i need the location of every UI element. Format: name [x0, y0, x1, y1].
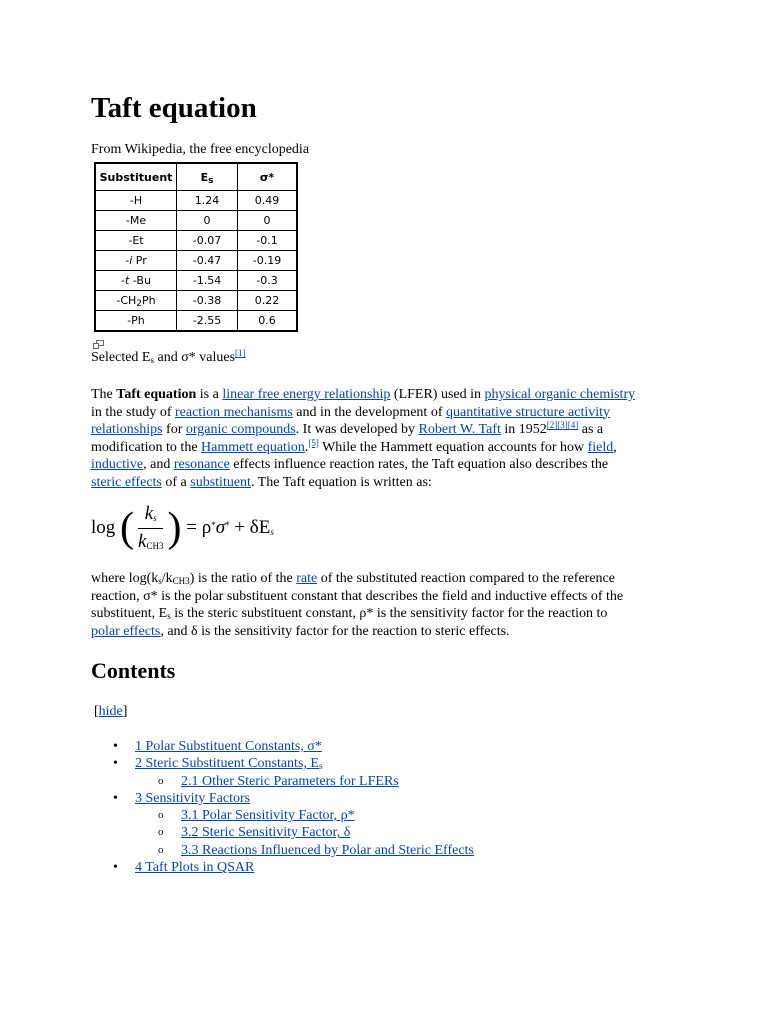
- link-physical-organic-chemistry[interactable]: physical organic chemistry: [484, 387, 636, 402]
- toc-link-2-1[interactable]: 2.1 Other Steric Parameters for LFERs: [181, 773, 399, 789]
- site-tagline: From Wikipedia, the free encyclopedia: [91, 142, 310, 157]
- table-cell-substituent: -Me: [95, 211, 177, 231]
- table-cell-es: -1.54: [177, 271, 238, 291]
- intro-paragraph: The Taft equation is a linear free energy relationship (LFER) used in physical organic chemistry in the study of reaction mechanisms and in the development of quantitative structure activity relationships for organic compounds. It was developed by Robert W. Taft in 1952[2][3][4] as a modification to the Hammett equation.[5] While the Hammett equation accounts for how field, inductive, and resonance effects influence reaction rates, the Taft equation also describes the steric effects of a substituent. The Taft equation is written as:: [91, 387, 636, 490]
- table-cell-es: 1.24: [177, 191, 238, 211]
- link-rate[interactable]: rate: [296, 571, 318, 586]
- toc-toggle: [hide]: [94, 704, 128, 719]
- toc-link-3[interactable]: 3 Sensitivity Factors: [135, 790, 251, 806]
- link-polar-effects[interactable]: polar effects: [91, 623, 161, 639]
- table-header-substituent: Substituent: [95, 163, 177, 191]
- taft-equation-formula: log ( $\frac{k_s}{k_{CH3}}$ ) = $\rho^*\sigma^* + \delta E_s$: [91, 503, 274, 552]
- sub-bullet-icon: o: [158, 843, 164, 856]
- link-resonance[interactable]: resonance: [173, 457, 230, 472]
- link-field[interactable]: field: [587, 439, 614, 455]
- table-row: [95, 311, 297, 332]
- table-cell-substituent: -Et: [95, 231, 177, 251]
- formula-fraction: $\frac{k_s}{k_{CH3}}$: [138, 503, 164, 552]
- toc-link-3-3[interactable]: 3.3 Reactions Influenced by Polar and Steric Effects: [181, 842, 474, 858]
- table-caption: Selected $E_s$ and σ* values[1]: [91, 348, 246, 365]
- table-cell-es: -0.38: [177, 291, 238, 311]
- sub-bullet-icon: o: [158, 809, 164, 822]
- toc-link-1[interactable]: 1 Polar Substituent Constants, σ*: [135, 739, 322, 754]
- term-bold: Taft equation: [116, 387, 197, 402]
- table-cell-es: -2.55: [177, 311, 238, 332]
- table-cell-substituent: -H: [95, 191, 177, 211]
- link-inductive[interactable]: inductive: [91, 457, 144, 472]
- link-lfer[interactable]: linear free energy relationship: [222, 387, 391, 402]
- page-title: Taft equation: [91, 92, 257, 124]
- table-cell-sigma: -0.1: [238, 231, 298, 251]
- table-row: [95, 191, 297, 211]
- toc-link-3-1[interactable]: 3.1 Polar Sensitivity Factor, ρ*: [181, 808, 355, 824]
- link-qsar-cont[interactable]: relationships: [91, 422, 163, 437]
- table-cell-sigma: 0.49: [238, 191, 298, 211]
- link-robert-taft[interactable]: Robert W. Taft: [418, 422, 501, 437]
- toc-link-3-2[interactable]: 3.2 Steric Sensitivity Factor, δ: [181, 825, 351, 841]
- table-row: [95, 211, 297, 231]
- table-cell-substituent: -t -Bu: [95, 271, 177, 291]
- toc-link-2[interactable]: 2 Steric Substituent Constants, $E_s$: [135, 756, 323, 772]
- bullet-icon: •: [113, 739, 118, 754]
- table-cell-substituent: -Ph: [95, 311, 177, 332]
- bullet-icon: •: [113, 756, 118, 772]
- table-cell-substituent: $-CH_2Ph$: [95, 291, 177, 311]
- table-row: [95, 271, 297, 291]
- table-header-es: $E_s$: [177, 163, 238, 191]
- enlarge-icon[interactable]: [93, 340, 104, 349]
- link-qsar[interactable]: quantitative structure activity: [445, 404, 611, 420]
- table-row: [95, 291, 297, 311]
- table-cell-substituent: -i Pr: [95, 251, 177, 271]
- table-cell-sigma: 0.6: [238, 311, 298, 332]
- table-cell-sigma: 0.22: [238, 291, 298, 311]
- substituent-table: [94, 162, 298, 332]
- explanation-paragraph: where $\log(k_s/k_{CH3})$ is the ratio of the rate of the substituted reaction compared to the reference reaction, σ* is the polar substituent constant that describes the field and inductive effects of the substituent, $E_s$ is the steric substituent constant, ρ* is the sensitivity factor for the reaction to polar effects, and δ is the sensitivity factor for the reaction to steric effects.: [91, 571, 624, 639]
- sub-bullet-icon: o: [158, 774, 164, 787]
- sub-bullet-icon: o: [158, 826, 164, 839]
- table-cell-es: -0.47: [177, 251, 238, 271]
- table-cell-sigma: -0.19: [238, 251, 298, 271]
- table-cell-es: -0.07: [177, 231, 238, 251]
- contents-heading: Contents: [91, 658, 176, 683]
- table-cell-sigma: -0.3: [238, 271, 298, 291]
- table-header-sigma: σ*: [238, 163, 298, 191]
- hide-toc-link[interactable]: hide: [98, 704, 123, 719]
- toc-link-4[interactable]: 4 Taft Plots in QSAR: [135, 860, 255, 876]
- link-reaction-mechanisms[interactable]: reaction mechanisms: [175, 404, 293, 420]
- bullet-icon: •: [113, 860, 118, 876]
- link-organic-compounds[interactable]: organic compounds: [185, 422, 296, 437]
- link-steric-effects[interactable]: steric effects: [91, 474, 162, 490]
- table-cell-es: 0: [177, 211, 238, 231]
- table-row: [95, 231, 297, 251]
- table-cell-sigma: 0: [238, 211, 298, 231]
- link-hammett-equation[interactable]: Hammett equation: [201, 439, 305, 455]
- bullet-icon: •: [113, 790, 118, 806]
- ref-link-1[interactable]: [1]: [235, 348, 246, 358]
- link-substituent[interactable]: substituent: [190, 474, 251, 490]
- table-row: [95, 251, 297, 271]
- ref-link-5[interactable]: [5]: [308, 437, 319, 448]
- ref-links-2-4[interactable]: [2][3][4]: [546, 420, 579, 430]
